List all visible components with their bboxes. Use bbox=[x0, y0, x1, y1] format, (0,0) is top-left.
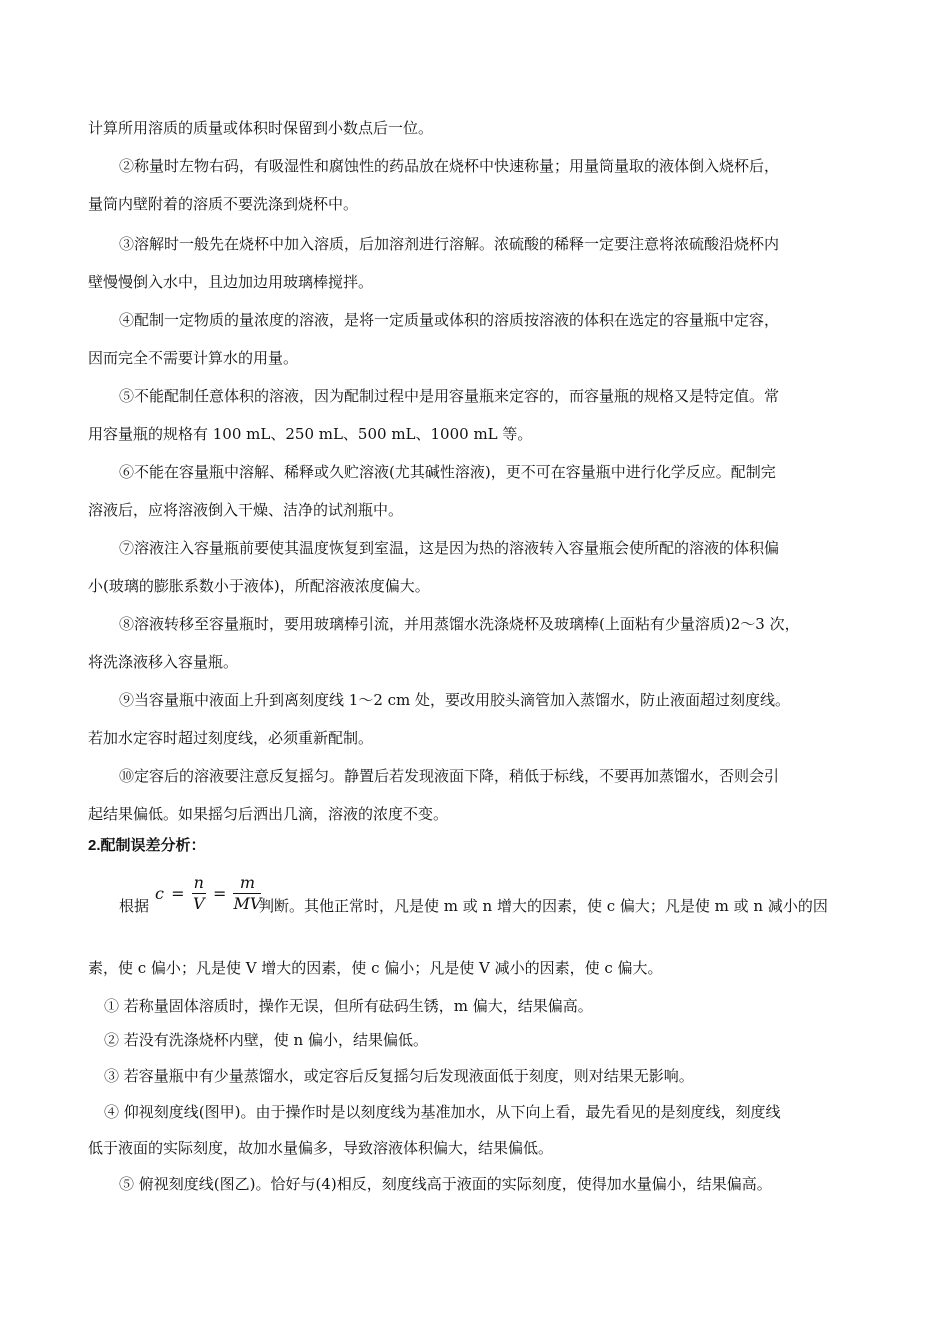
fraction-numerator: n bbox=[193, 873, 204, 892]
paragraph-line: 素，使 c 偏小；凡是使 V 增大的因素，使 c 偏小；凡是使 V 减小的因素，使 c 偏大。 bbox=[88, 959, 663, 977]
section-title: 2.配制误差分析： bbox=[88, 837, 206, 854]
formula-suffix: 判断。其他正常时，凡是使 m 或 n 增大的因素，使 c 偏大；凡是使 m 或 n 减小的因 bbox=[259, 897, 828, 915]
error-item: ③ 若容量瓶中有少量蒸馏水，或定容后反复摇匀后发现液面低于刻度，则对结果无影响。 bbox=[104, 1067, 694, 1085]
paragraph-line: 小(玻璃的膨胀系数小于液体)，所配溶液浓度偏大。 bbox=[88, 577, 430, 595]
formula-line bbox=[119, 873, 879, 923]
paragraph-line: ⑨当容量瓶中液面上升到离刻度线 1～2 cm 处，要改用胶头滴管加入蒸馏水，防止液面超过刻度线。 bbox=[119, 691, 791, 709]
paragraph-line: 计算所用溶质的质量或体积时保留到小数点后一位。 bbox=[88, 119, 434, 137]
concentration-formula bbox=[155, 873, 261, 914]
error-item-continuation: 低于液面的实际刻度，故加水量偏多，导致溶液体积偏大，结果偏低。 bbox=[88, 1139, 554, 1157]
paragraph-line: 用容量瓶的规格有 100 mL、250 mL、500 mL、1000 mL 等。 bbox=[88, 425, 533, 443]
error-item: ① 若称量固体溶质时，操作无误，但所有砝码生锈，m 偏大，结果偏高。 bbox=[104, 997, 593, 1015]
paragraph-line: 因而完全不需要计算水的用量。 bbox=[88, 349, 299, 367]
formula-equals: = bbox=[212, 884, 227, 903]
fraction-n-over-v bbox=[192, 873, 206, 914]
paragraph-line: 起结果偏低。如果摇匀后洒出几滴，溶液的浓度不变。 bbox=[88, 805, 449, 823]
formula-prefix: 根据 bbox=[119, 897, 150, 915]
fraction-m-over-mv bbox=[233, 873, 261, 914]
error-item: ④ 仰视刻度线(图甲)。由于操作时是以刻度线为基准加水，从下向上看，最先看见的是刻度线，刻度线 bbox=[104, 1103, 781, 1121]
error-item: ⑤ 俯视刻度线(图乙)。恰好与(4)相反，刻度线高于液面的实际刻度，使得加水量偏小，结果偏高。 bbox=[119, 1175, 772, 1193]
paragraph-line: ⑩定容后的溶液要注意反复摇匀。静置后若发现液面下降，稍低于标线，不要再加蒸馏水，否则会引 bbox=[119, 767, 780, 785]
fraction-denominator: V bbox=[192, 894, 205, 913]
paragraph-line: ③溶解时一般先在烧杯中加入溶质，后加溶剂进行溶解。浓硫酸的稀释一定要注意将浓硫酸沿烧杯内 bbox=[119, 235, 780, 253]
paragraph-line: ⑥不能在容量瓶中溶解、稀释或久贮溶液(尤其碱性溶液)，更不可在容量瓶中进行化学反应。配制完 bbox=[119, 463, 776, 481]
paragraph-line: 将洗涤液移入容量瓶。 bbox=[88, 653, 239, 671]
paragraph-line: ⑦溶液注入容量瓶前要使其温度恢复到室温，这是因为热的溶液转入容量瓶会使所配的溶液的体积偏 bbox=[119, 539, 780, 557]
paragraph-line: ②称量时左物右码，有吸湿性和腐蚀性的药品放在烧杯中快速称量；用量筒量取的液体倒入烧杯后， bbox=[119, 157, 780, 175]
paragraph-line: ④配制一定物质的量浓度的溶液，是将一定质量或体积的溶质按溶液的体积在选定的容量瓶中定容， bbox=[119, 311, 780, 329]
paragraph-line: 溶液后，应将溶液倒入干燥、洁净的试剂瓶中。 bbox=[88, 501, 404, 519]
fraction-denominator: MV bbox=[233, 894, 262, 913]
error-item: ② 若没有洗涤烧杯内壁，使 n 偏小，结果偏低。 bbox=[104, 1031, 428, 1049]
paragraph-line: ⑧溶液转移至容量瓶时，要用玻璃棒引流，并用蒸馏水洗涤烧杯及玻璃棒(上面粘有少量溶质)2～3 次， bbox=[119, 615, 800, 633]
formula-equals: = bbox=[171, 884, 185, 903]
paragraph-line: 量筒内壁附着的溶质不要洗涤到烧杯中。 bbox=[88, 195, 359, 213]
paragraph-line: 壁慢慢倒入水中，且边加边用玻璃棒搅拌。 bbox=[88, 273, 374, 291]
fraction-numerator: m bbox=[233, 873, 261, 894]
formula-c: c bbox=[155, 884, 164, 903]
paragraph-line: 若加水定容时超过刻度线，必须重新配制。 bbox=[88, 729, 374, 747]
paragraph-line: ⑤不能配制任意体积的溶液，因为配制过程中是用容量瓶来定容的，而容量瓶的规格又是特定值。常 bbox=[119, 387, 780, 405]
